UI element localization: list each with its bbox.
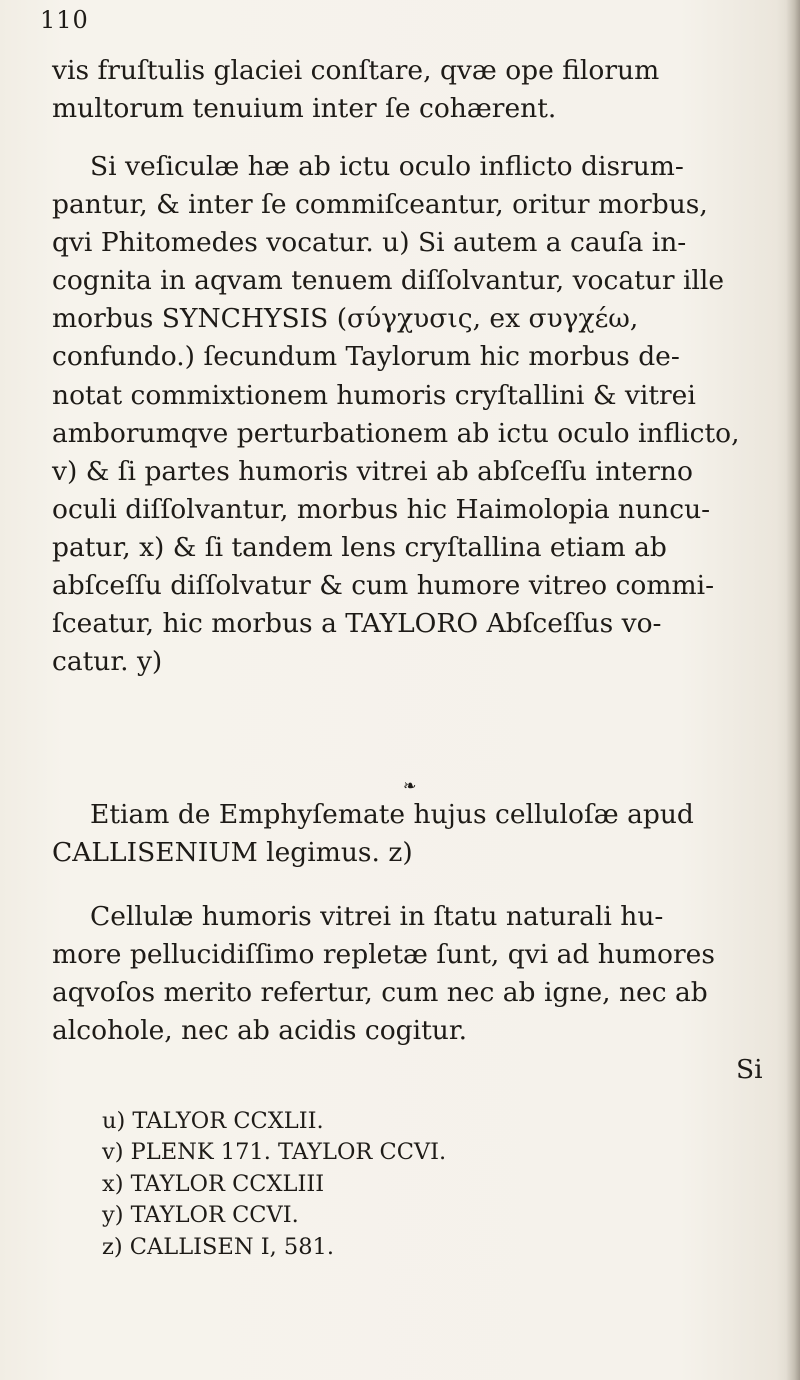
footnote: v) PLENK 171. TAYLOR CCVI. bbox=[102, 1139, 447, 1166]
paragraph-4 bbox=[52, 898, 772, 1050]
footnotes bbox=[102, 1106, 446, 1263]
text-line: pantur, & inter ſe commiſceantur, oritur morbus, bbox=[52, 189, 708, 221]
page-number: 110 bbox=[40, 6, 89, 34]
text-line: vis fruſtulis glaciei conſtare, qvæ ope filorum bbox=[52, 55, 660, 86]
footnote: x) TAYLOR CCXLIII bbox=[102, 1170, 325, 1197]
text-line: morbus SYNCHYSIS (σύγχυσις, ex συγχέω, bbox=[52, 303, 639, 335]
text-line: multorum tenuium inter ſe cohærent. bbox=[52, 93, 557, 125]
paragraph-1 bbox=[52, 52, 772, 128]
text-line: more pellucidiſſimo repletæ ſunt, qvi ad humores bbox=[52, 939, 715, 971]
text-line: notat commixtionem humoris cryſtallini & vitrei bbox=[52, 379, 696, 411]
text-line: confundo.) ſecundum Taylorum hic morbus de- bbox=[52, 341, 680, 373]
text-line: alcohole, nec ab acidis cogitur. bbox=[52, 1015, 468, 1047]
footnote: z) CALLISEN I, 581. bbox=[102, 1233, 334, 1260]
text-line: Si veſiculæ hæ ab ictu oculo inflicto disrum- bbox=[90, 151, 684, 182]
text-line: ſceatur, hic morbus a TAYLORO Abſceſſus vo- bbox=[52, 608, 662, 640]
text-line bbox=[52, 719, 772, 757]
text-line: patur, x) & ſi tandem lens cryſtallina etiam ab bbox=[52, 531, 667, 563]
catchword: Si bbox=[736, 1054, 763, 1085]
footnote: u) TALYOR CCXLII. bbox=[102, 1108, 324, 1134]
text-line: Etiam de Emphyſemate hujus celluloſæ apud bbox=[90, 799, 694, 830]
text-line: amborumqve perturbationem ab ictu oculo inflicto, bbox=[52, 417, 740, 449]
text-line: v) & ſi partes humoris vitrei ab abſceſſu interno bbox=[52, 455, 693, 487]
paragraph-3 bbox=[52, 796, 772, 872]
paragraph-2 bbox=[52, 148, 772, 758]
text-line: oculi diſſolvantur, morbus hic Haimolopia nuncu- bbox=[52, 493, 711, 525]
page-edge-shadow bbox=[786, 0, 800, 1380]
text-line: aqvoſos merito refertur, cum nec ab igne, nec ab bbox=[52, 977, 708, 1009]
text-line bbox=[52, 681, 772, 719]
text-line: abſceſſu diſſolvatur & cum humore vitreo commi- bbox=[52, 570, 715, 602]
text-line: catur. y) bbox=[52, 646, 163, 678]
text-line: qvi Phitomedes vocatur. u) Si autem a cauſa in- bbox=[52, 227, 687, 259]
text-line: cognita in aqvam tenuem diſſolvantur, vocatur ille bbox=[52, 265, 725, 297]
footnote: y) TAYLOR CCVI. bbox=[102, 1202, 299, 1229]
text-line: Cellulæ humoris vitrei in ſtatu naturali hu- bbox=[90, 901, 664, 932]
ornament-mark: ❧ bbox=[403, 776, 417, 795]
text-line: CALLISENIUM legimus. z) bbox=[52, 837, 413, 869]
